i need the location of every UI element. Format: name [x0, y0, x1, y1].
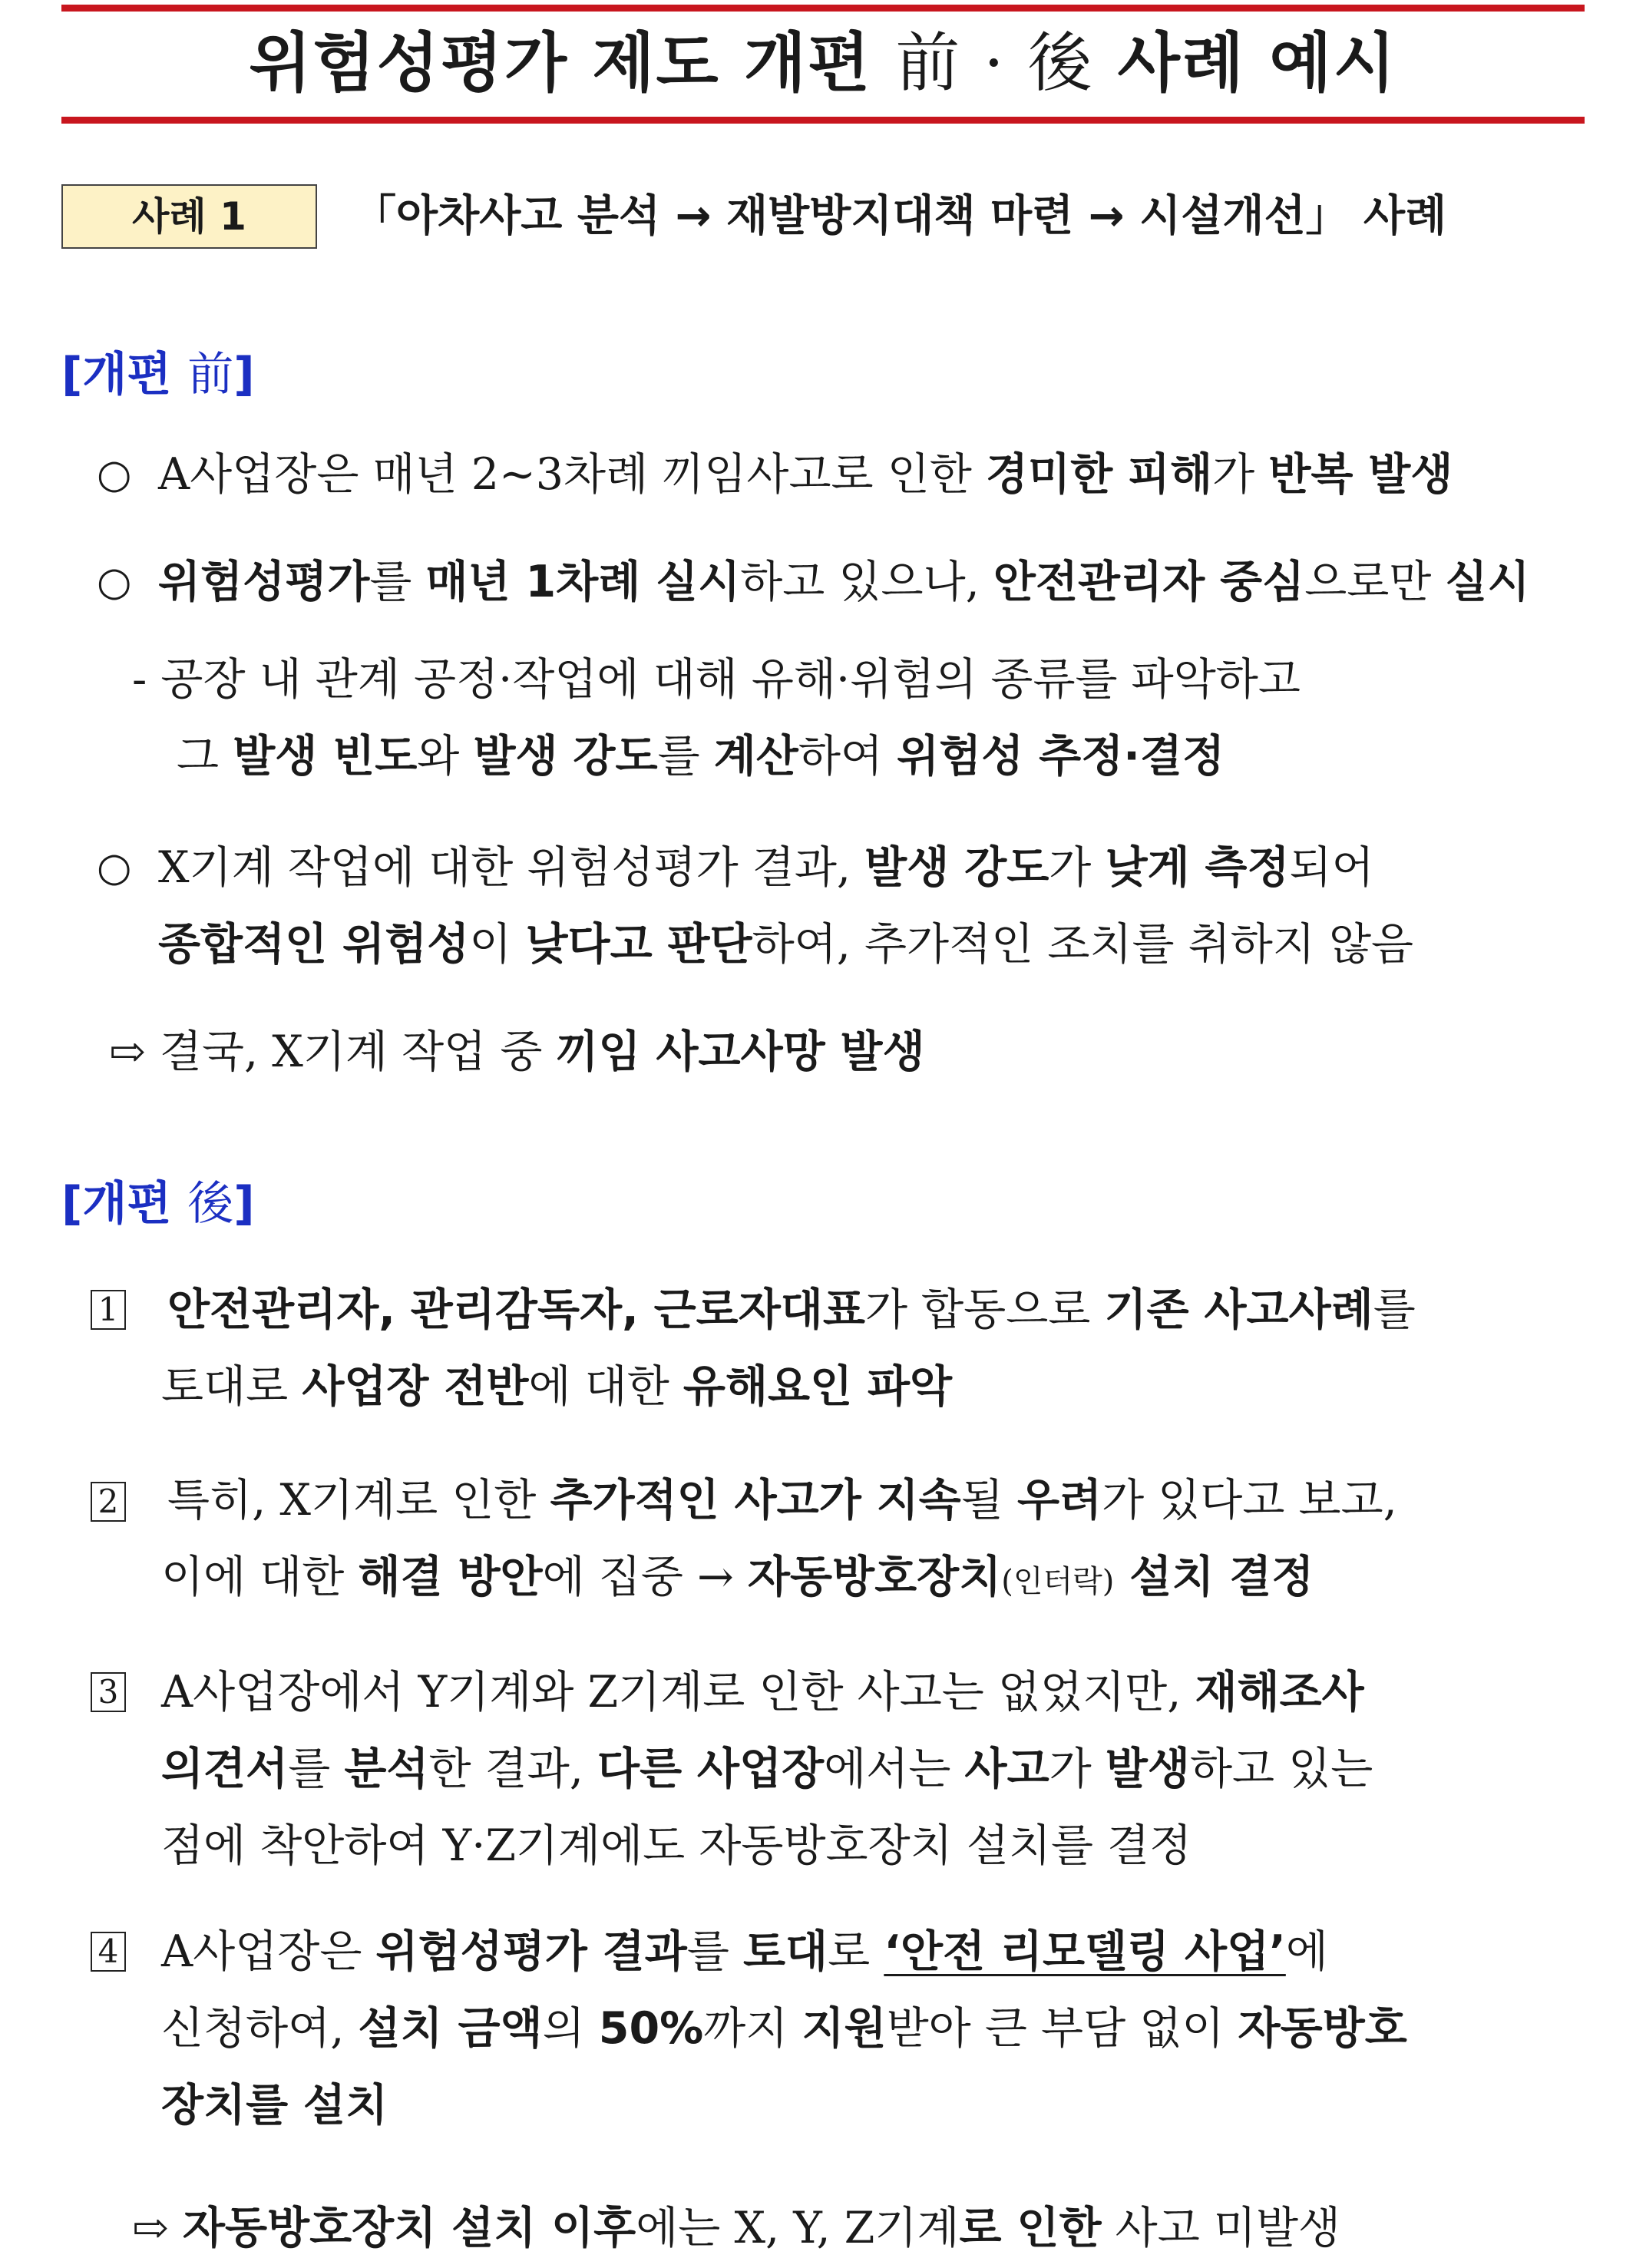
- item-number-box: 3: [91, 1672, 126, 1712]
- before-bullet-1: A사업장은 매년 2~3차례 끼임사고로 인한 경미한 피해가 반복 발생: [158, 449, 1453, 500]
- section-before-header: [개편 前]: [61, 348, 255, 402]
- title-part1: 위험성평가 제도 개편: [249, 25, 872, 101]
- title-part2: 사례 예시: [1117, 25, 1397, 101]
- after-item-2-line-2: 이에 대한 해결 방안에 집중 → 자동방호장치(인터락) 설치 결정: [161, 1552, 1314, 1602]
- after-item-2-line-1: 특히, X기계로 인한 추가적인 사고가 지속될 우려가 있다고 보고,: [167, 1475, 1397, 1526]
- section-after-header: [개편 後]: [61, 1177, 255, 1231]
- top-red-rule: [61, 5, 1585, 12]
- circle-bullet-icon: ○: [97, 845, 132, 891]
- before-result: ⇨ 결국, X기계 작업 중 끼임 사고사망 발생: [109, 1021, 925, 1083]
- after-item-4-line-3: 장치를 설치: [161, 2080, 388, 2131]
- right-arrow-icon: ⇨: [109, 1027, 146, 1077]
- before-sub-line-1: - 공장 내 관계 공정·작업에 대해 유해·위험의 종류를 파악하고: [132, 654, 1301, 705]
- circle-bullet-icon: ○: [97, 451, 132, 498]
- right-arrow-icon: ⇨: [132, 2203, 169, 2253]
- after-result: ⇨ 자동방호장치 설치 이후에는 X, Y, Z기계로 인한 사고 미발생: [132, 2197, 1340, 2259]
- item-number-box: 1: [91, 1290, 126, 1330]
- after-item-1-line-2: 토대로 사업장 전반에 대한 유해요인 파악: [161, 1361, 953, 1412]
- after-item-4-line-2: 신청하여, 설치 금액의 50%까지 지원받아 큰 부담 없이 자동방호: [161, 2003, 1407, 2054]
- case-label: 사례 1: [61, 184, 317, 249]
- after-item-1-line-1: 안전관리자, 관리감독자, 근로자대표가 합동으로 기존 사고사례를: [167, 1284, 1416, 1335]
- circle-bullet-icon: ○: [97, 559, 132, 605]
- item-number-box: 2: [91, 1482, 126, 1522]
- case-title: 「아차사고 분석 → 재발방지대책 마련 → 시설개선」 사례: [353, 191, 1447, 241]
- bottom-red-rule: [61, 117, 1585, 124]
- after-item-3-line-3: 점에 착안하여 Y·Z기계에도 자동방호장치 설치를 결정: [161, 1820, 1192, 1871]
- after-item-3-line-2: 의견서를 분석한 결과, 다른 사업장에서는 사고가 발생하고 있는: [161, 1744, 1373, 1794]
- title-before-after: 前 · 後: [895, 25, 1094, 101]
- before-bullet-2: 위험성평가를 매년 1차례 실시하고 있으나, 안전관리자 중심으로만 실시: [158, 557, 1530, 607]
- after-item-3-line-1: A사업장에서 Y기계와 Z기계로 인한 사고는 없었지만, 재해조사: [161, 1667, 1364, 1718]
- before-bullet-3-line-1: X기계 작업에 대한 위험성평가 결과, 발생 강도가 낮게 측정되어: [158, 842, 1374, 893]
- before-bullet-3-line-2: 종합적인 위험성이 낮다고 판단하여, 추가적인 조치를 취하지 않음: [158, 919, 1414, 970]
- before-sub-line-2: 그 발생 빈도와 발생 강도를 계산하여 위험성 추정·결정: [177, 731, 1225, 782]
- page-title: [61, 17, 1585, 109]
- item-number-box: 4: [91, 1932, 126, 1972]
- after-item-4-line-1: A사업장은 위험성평가 결과를 토대로 ‘안전 리모델링 사업’에: [161, 1926, 1328, 1977]
